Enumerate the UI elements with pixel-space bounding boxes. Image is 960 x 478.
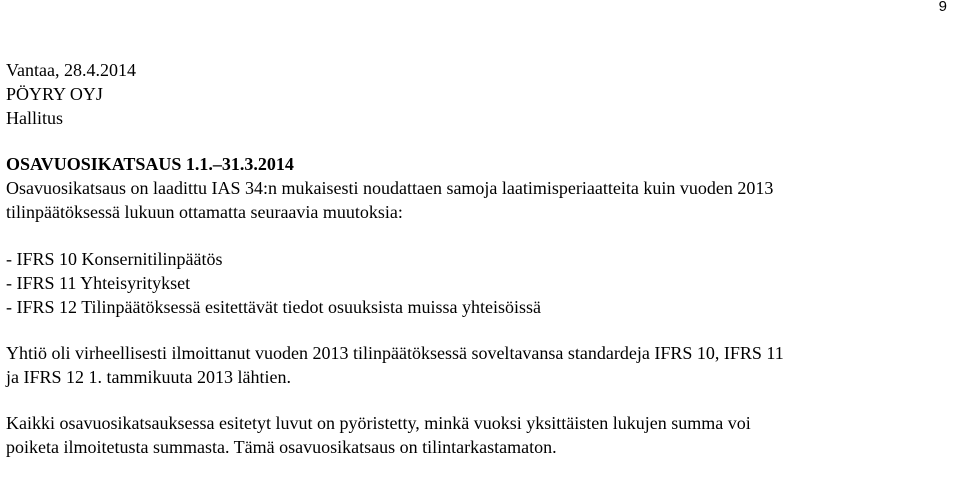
company-name: PÖYRY OYJ: [6, 84, 103, 104]
rounding-paragraph: [6, 411, 936, 459]
intro-line: Osavuosikatsaus on laadittu IAS 34:n mukaisesti noudattaen samoja laatimisperiaatteita kuin vuoden 2013: [6, 178, 774, 198]
correction-paragraph: [6, 341, 936, 389]
intro-line: tilinpäätöksessä lukuun ottamatta seuraavia muutoksia:: [6, 202, 403, 222]
list-item: - IFRS 10 Konsernitilinpäätös: [6, 249, 223, 269]
signatory: Hallitus: [6, 108, 63, 128]
rounding-line: poiketa ilmoitetusta summasta. Tämä osavuosikatsaus on tilintarkastamaton.: [6, 437, 557, 457]
correction-line: Yhtiö oli virheellisesti ilmoittanut vuoden 2013 tilinpäätöksessä soveltavansa standardeja IFRS 10, IFRS 11: [6, 343, 784, 363]
list-item: - IFRS 11 Yhteisyritykset: [6, 273, 191, 293]
place-date: Vantaa, 28.4.2014: [6, 60, 136, 80]
signature-block: [6, 58, 936, 130]
intro-paragraph: [6, 176, 936, 224]
page-number: 9: [938, 0, 947, 15]
document-body: [6, 58, 936, 459]
section-heading: OSAVUOSIKATSAUS 1.1.–31.3.2014: [6, 154, 294, 174]
correction-line: ja IFRS 12 1. tammikuuta 2013 lähtien.: [6, 367, 291, 387]
rounding-line: Kaikki osavuosikatsauksessa esitetyt luvut on pyöristetty, minkä vuoksi yksittäisten lukujen summa voi: [6, 413, 751, 433]
changes-list: [6, 247, 936, 319]
list-item: - IFRS 12 Tilinpäätöksessä esitettävät tiedot osuuksista muissa yhteisöissä: [6, 297, 541, 317]
